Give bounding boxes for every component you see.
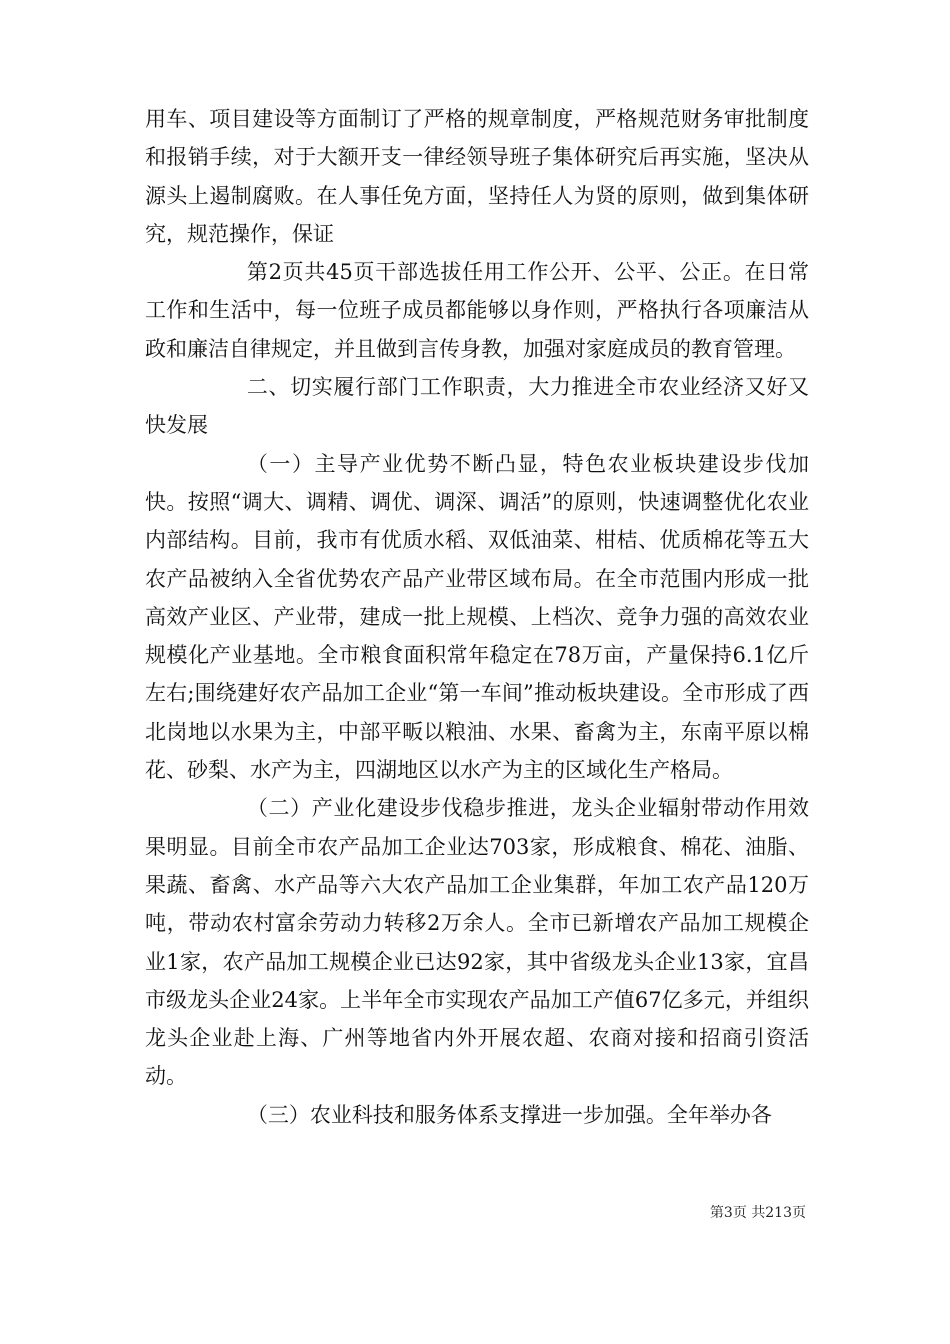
paragraph-1: 用车、项目建设等方面制订了严格的规章制度，严格规范财务审批制度和报销手续，对于大额开支一律经领导班子集体研究后再实施，坚决从源头上遏制腐败。在人事任免方面，坚持任人为贤的原则，做到集体研究，规范操作，保证 — [145, 107, 809, 246]
section-heading-2: 二、切实履行部门工作职责，大力推进全市农业经济又好又快发展 — [145, 375, 809, 438]
document-body — [145, 100, 809, 1134]
paragraph-2: 第2页共45页干部选拔任用工作公开、公平、公正。在日常工作和生活中，每一位班子成员都能够以身作则，严格执行各项廉洁从政和廉洁自律规定，并且做到言传身教，加强对家庭成员的教育管理。 — [145, 260, 809, 361]
paragraph-subsection-3: （三）农业科技和服务体系支撑进一步加强。全年举办各 — [246, 1102, 772, 1127]
page-number-footer: 第3页 共213页 — [709, 1205, 806, 1221]
paragraph-subsection-1: （一）主导产业优势不断凸显，特色农业板块建设步伐加快。按照“调大、调精、调优、调深、调活”的原则，快速调整优化农业内部结构。目前，我市有优质水稻、双低油菜、柑桔、优质棉花等五大农产品被纳入全省优势农产品产业带区域布局。在全市范围内形成一批高效产业区、产业带，建成一批上规模、上档次、竞争力强的高效农业规模化产业基地。全市粮食面积常年稳定在78万亩，产量保持6.1亿斤左右;围绕建好农产品加工企业“第一车间”推动板块建设。全市形成了西北岗地以水果为主，中部平畈以粮油、水果、畜禽为主，东南平原以棉花、砂梨、水产为主，四湖地区以水产为主的区域化生产格局。 — [145, 451, 809, 783]
paragraph-subsection-2: （二）产业化建设步伐稳步推进，龙头企业辐射带动作用效果明显。目前全市农产品加工企业达703家，形成粮食、棉花、油脂、果蔬、畜禽、水产品等六大农产品加工企业集群，年加工农产品120万吨，带动农村富余劳动力转移2万余人。全市已新增农产品加工规模企业1家，农产品加工规模企业已达92家，其中省级龙头企业13家，宜昌市级龙头企业24家。上半年全市实现农产品加工产值67亿多元，并组织龙头企业赴上海、广州等地省内外开展农超、农商对接和招商引资活动。 — [145, 796, 809, 1089]
